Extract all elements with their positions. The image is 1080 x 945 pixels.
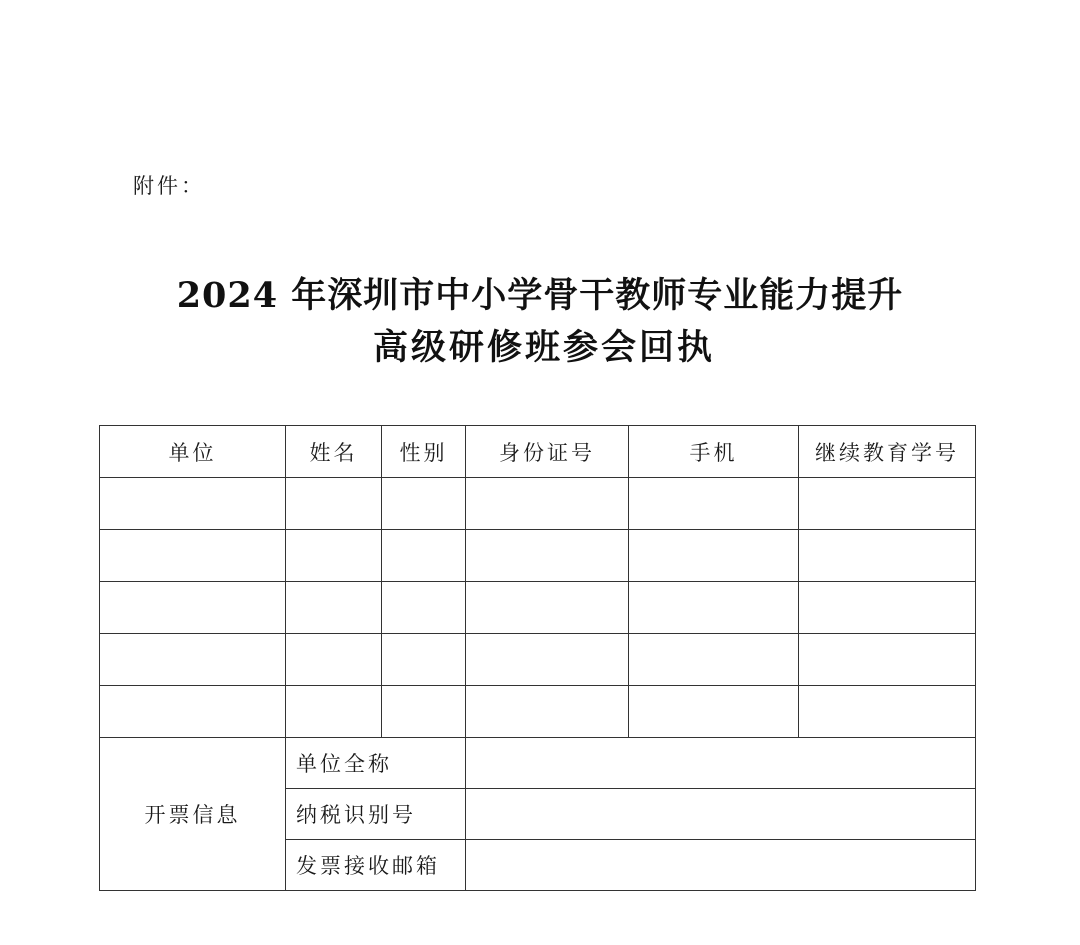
invoice-field-tax-id: 纳税识别号 — [286, 789, 466, 840]
header-education-number: 继续教育学号 — [799, 426, 976, 478]
cell-education-number[interactable] — [799, 686, 976, 738]
cell-gender[interactable] — [382, 634, 466, 686]
table-row — [100, 530, 976, 582]
cell-name[interactable] — [286, 478, 382, 530]
table-row — [100, 478, 976, 530]
cell-gender[interactable] — [382, 582, 466, 634]
cell-id-number[interactable] — [466, 634, 629, 686]
header-id-number: 身份证号 — [466, 426, 629, 478]
table-row — [100, 634, 976, 686]
cell-name[interactable] — [286, 582, 382, 634]
cell-education-number[interactable] — [799, 582, 976, 634]
header-unit: 单位 — [100, 426, 286, 478]
table-header-row — [100, 426, 976, 478]
invoice-info-label: 开票信息 — [100, 738, 286, 891]
cell-name[interactable] — [286, 634, 382, 686]
cell-id-number[interactable] — [466, 530, 629, 582]
cell-id-number[interactable] — [466, 686, 629, 738]
invoice-row-company — [100, 738, 976, 789]
cell-education-number[interactable] — [799, 634, 976, 686]
attachment-label: 附件： — [133, 174, 205, 198]
header-name: 姓名 — [286, 426, 382, 478]
cell-phone[interactable] — [629, 478, 799, 530]
cell-phone[interactable] — [629, 686, 799, 738]
cell-phone[interactable] — [629, 634, 799, 686]
header-phone: 手机 — [629, 426, 799, 478]
cell-phone[interactable] — [629, 530, 799, 582]
registration-receipt-table — [99, 425, 976, 891]
cell-gender[interactable] — [382, 478, 466, 530]
header-gender: 性别 — [382, 426, 466, 478]
cell-gender[interactable] — [382, 530, 466, 582]
cell-phone[interactable] — [629, 582, 799, 634]
table-row — [100, 582, 976, 634]
title-line-1: 2024 年深圳市中小学骨干教师专业能力提升 — [176, 275, 904, 316]
cell-unit[interactable] — [100, 582, 286, 634]
title-line-2: 高级研修班参会回执 — [372, 327, 715, 368]
cell-education-number[interactable] — [799, 478, 976, 530]
cell-id-number[interactable] — [466, 478, 629, 530]
cell-unit[interactable] — [100, 634, 286, 686]
cell-unit[interactable] — [100, 686, 286, 738]
cell-id-number[interactable] — [466, 582, 629, 634]
cell-education-number[interactable] — [799, 530, 976, 582]
invoice-field-company-name: 单位全称 — [286, 738, 466, 789]
table-row — [100, 686, 976, 738]
document-title — [0, 272, 1080, 372]
cell-unit[interactable] — [100, 478, 286, 530]
invoice-value-company-name[interactable] — [466, 738, 976, 789]
invoice-field-email: 发票接收邮箱 — [286, 840, 466, 891]
cell-name[interactable] — [286, 530, 382, 582]
invoice-value-email[interactable] — [466, 840, 976, 891]
cell-gender[interactable] — [382, 686, 466, 738]
cell-unit[interactable] — [100, 530, 286, 582]
invoice-value-tax-id[interactable] — [466, 789, 976, 840]
cell-name[interactable] — [286, 686, 382, 738]
